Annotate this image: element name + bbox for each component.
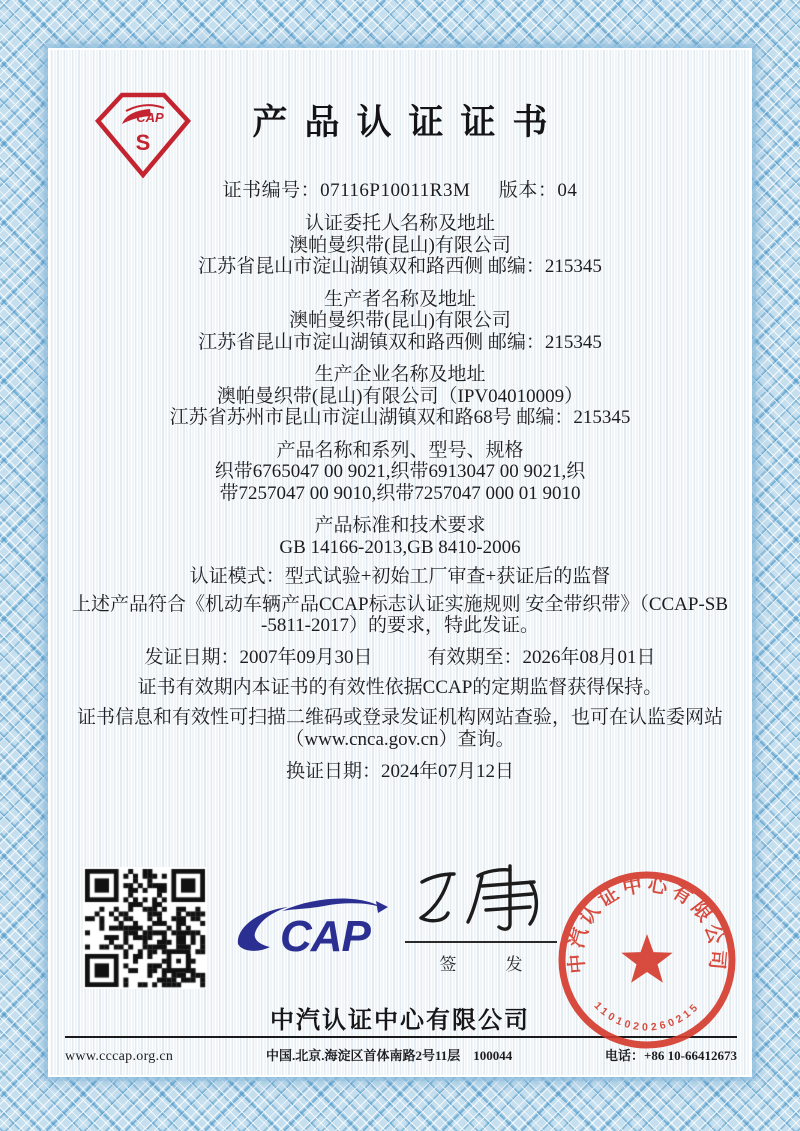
applicant-heading: 认证委托人名称及地址: [304, 213, 495, 234]
valid-until-date: 有效期至：2026年08月01日: [427, 646, 656, 668]
signature-icon: [406, 860, 556, 936]
applicant-block: [50, 213, 750, 278]
producer-block: [50, 289, 750, 354]
signature-rule: [405, 941, 557, 943]
seal-serial-text: 1101020260215: [591, 999, 703, 1034]
product-block: [50, 440, 750, 505]
producer-heading: 生产者名称及地址: [323, 288, 476, 310]
standards-value: GB 14166-2013,GB 8410-2006: [279, 536, 521, 558]
signature-block: [405, 860, 557, 975]
maintain-line: 证书有效期内本证书的有效性依据CCAP的定期监督获得保持。: [137, 677, 663, 698]
page-title: 产品认证证书: [252, 103, 565, 142]
renewal-date-line: 换证日期：2024年07月12日: [285, 760, 515, 782]
certification-mode-line: 认证模式：型式试验+初始工厂审查+获证后的监督: [189, 566, 611, 587]
product-models-line1: 织带6765047 00 9021,织带6913047 00 9021,织: [214, 461, 586, 482]
standards-heading: 产品标准和技术要求: [314, 515, 486, 536]
diamond-cap-text: CAP: [136, 110, 164, 125]
verify-line2: （www.cnca.gov.cn）查询。: [285, 728, 515, 750]
svg-text:1101020260215: [591, 1000, 702, 1034]
footer-address: 中国.北京.海淀区首体南路2号11层 100044: [265, 1048, 513, 1063]
ccap-s-diamond-logo: [93, 78, 193, 182]
seal-star: [621, 934, 672, 983]
verify-line1: 证书信息和有效性可扫描二维码或登录发证机构网站查验，也可在认监委网站: [76, 706, 723, 728]
diamond-s-text: S: [135, 130, 151, 155]
seal-company-text: 中汽认证中心有限公司: [565, 873, 729, 975]
factory-heading: 生产企业名称及地址: [314, 364, 486, 385]
cert-number-value: 07116P10011R3M: [320, 180, 471, 201]
statement-line1: 上述产品符合《机动车辆产品CCAP标志认证实施规则 安全带织带》（CCAP-SB: [71, 593, 729, 615]
applicant-name: 澳帕曼织带(昆山)有限公司: [289, 234, 511, 256]
certificate-paper: [50, 50, 750, 1075]
signature-label: 签 发: [439, 955, 539, 974]
applicant-address: 江苏省昆山市淀山湖镇双和路西侧 邮编：215345: [198, 256, 602, 277]
producer-name: 澳帕曼织带(昆山)有限公司: [289, 310, 511, 331]
product-heading: 产品名称和系列、型号、规格: [276, 439, 524, 461]
footer-phone: 电话：+86 10-66412673: [605, 1048, 737, 1063]
dates-row: [50, 647, 750, 669]
factory-address: 江苏省苏州市昆山市淀山湖镇双和路68号 邮编：215345: [169, 407, 631, 428]
verify-note: [50, 707, 750, 751]
issue-date: 发证日期：2007年09月30日: [144, 646, 373, 668]
ccap-logo-text: CAP: [280, 912, 370, 961]
factory-block: [50, 364, 750, 429]
product-models-line2: 带7257047 00 9010,织带7257047 000 01 9010: [219, 482, 581, 504]
footer-website: www.cccap.org.cn: [65, 1049, 174, 1064]
qr-code: [83, 867, 207, 989]
producer-address: 江苏省昆山市淀山湖镇双和路西侧 邮编：215345: [198, 331, 602, 353]
conformity-statement: [50, 594, 750, 637]
version-value: 04: [557, 180, 578, 201]
standards-block: [50, 515, 750, 558]
issuer-company-name: 中汽认证中心有限公司: [270, 1007, 530, 1034]
factory-name: 澳帕曼织带(昆山)有限公司（IPV04010009）: [216, 385, 584, 407]
company-seal: [552, 865, 742, 1055]
version-label: 版本：: [498, 180, 558, 201]
statement-line2: -5811-2017）的要求，特此发证。: [261, 615, 539, 636]
ccap-logo: [228, 893, 398, 963]
cert-number-label: 证书编号：: [222, 180, 321, 201]
